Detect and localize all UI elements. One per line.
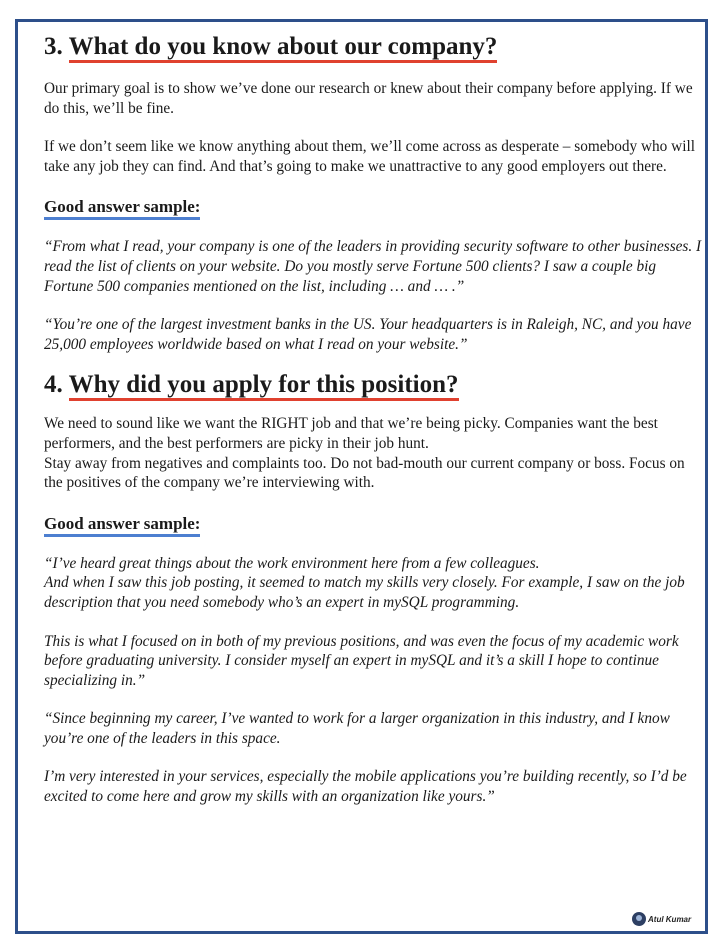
- section-4-number: 4.: [44, 371, 63, 399]
- section-4-sample-label: Good answer sample:: [44, 513, 200, 537]
- section-4-sample-header: [44, 513, 702, 537]
- section-4-paragraph: We need to sound like we want the RIGHT job and that we’re being picky. Companies want the best performers, and the best performers are picky in their job hunt.: [44, 415, 658, 452]
- section-3-title: What do you know about our company?: [69, 33, 498, 63]
- section-3-sample-label: Good answer sample:: [44, 196, 200, 220]
- section-4: [44, 370, 702, 806]
- section-4-title: Why did you apply for this position?: [69, 371, 459, 401]
- author-logo-text: Atul Kumar: [648, 914, 692, 924]
- section-3: [44, 32, 702, 354]
- section-3-paragraph: Our primary goal is to show we’ve done our research or knew about their company before applying. If we do this, we’ll be fine.: [44, 80, 693, 117]
- section-3-sample-header: [44, 196, 702, 220]
- section-4-sample-quote: And when I saw this job posting, it seemed to match my skills very closely. For example, I saw on the job description that you need somebody who’s an expert in mySQL programming.: [44, 574, 685, 611]
- section-3-heading: [44, 32, 702, 62]
- section-4-sample-quote: This is what I focused on in both of my previous positions, and was even the focus of my academic work before graduating university. I consider myself an expert in mySQL and it’s a skill I hope to continue specializing in.”: [44, 632, 679, 689]
- section-4-sample-quote: I’m very interested in your services, especially the mobile applications you’re building recently, so I’d be excited to come here and grow my skills with an organization like yours.”: [44, 768, 687, 806]
- section-3-sample-quote: “From what I read, your company is one of the leaders in providing security software to other businesses. I read the list of clients on your website. Do you mostly serve Fortune 500 clients? I saw a couple big Fortune 500 companies mentioned on the list, including … and … .”: [44, 238, 702, 295]
- section-4-sample-quote: “Since beginning my career, I’ve wanted to work for a larger organization in this industry, and I know you’re one of the leaders in this space.: [44, 710, 670, 747]
- section-3-sample-quote: “You’re one of the largest investment banks in the US. Your headquarters is in Raleigh, NC, and you have 25,000 employees worldwide based on what I read on your website.”: [44, 316, 692, 353]
- section-4-sample-quote: “I’ve heard great things about the work environment here from a few colleagues.: [44, 554, 540, 572]
- author-logo: [632, 912, 691, 926]
- section-4-paragraph: Stay away from negatives and complaints too. Do not bad-mouth our current company or boss. Focus on the positives of the company we’re interviewing with.: [44, 454, 685, 492]
- section-3-number: 3.: [44, 33, 63, 60]
- section-4-heading: [44, 370, 702, 400]
- document-body: [44, 32, 702, 807]
- section-3-paragraph: If we don’t seem like we know anything about them, we’ll come across as desperate – somebody who will take any job they can find. And that’s going to make we unattractive to any good employers out there.: [44, 138, 695, 175]
- author-logo-icon: [632, 912, 646, 926]
